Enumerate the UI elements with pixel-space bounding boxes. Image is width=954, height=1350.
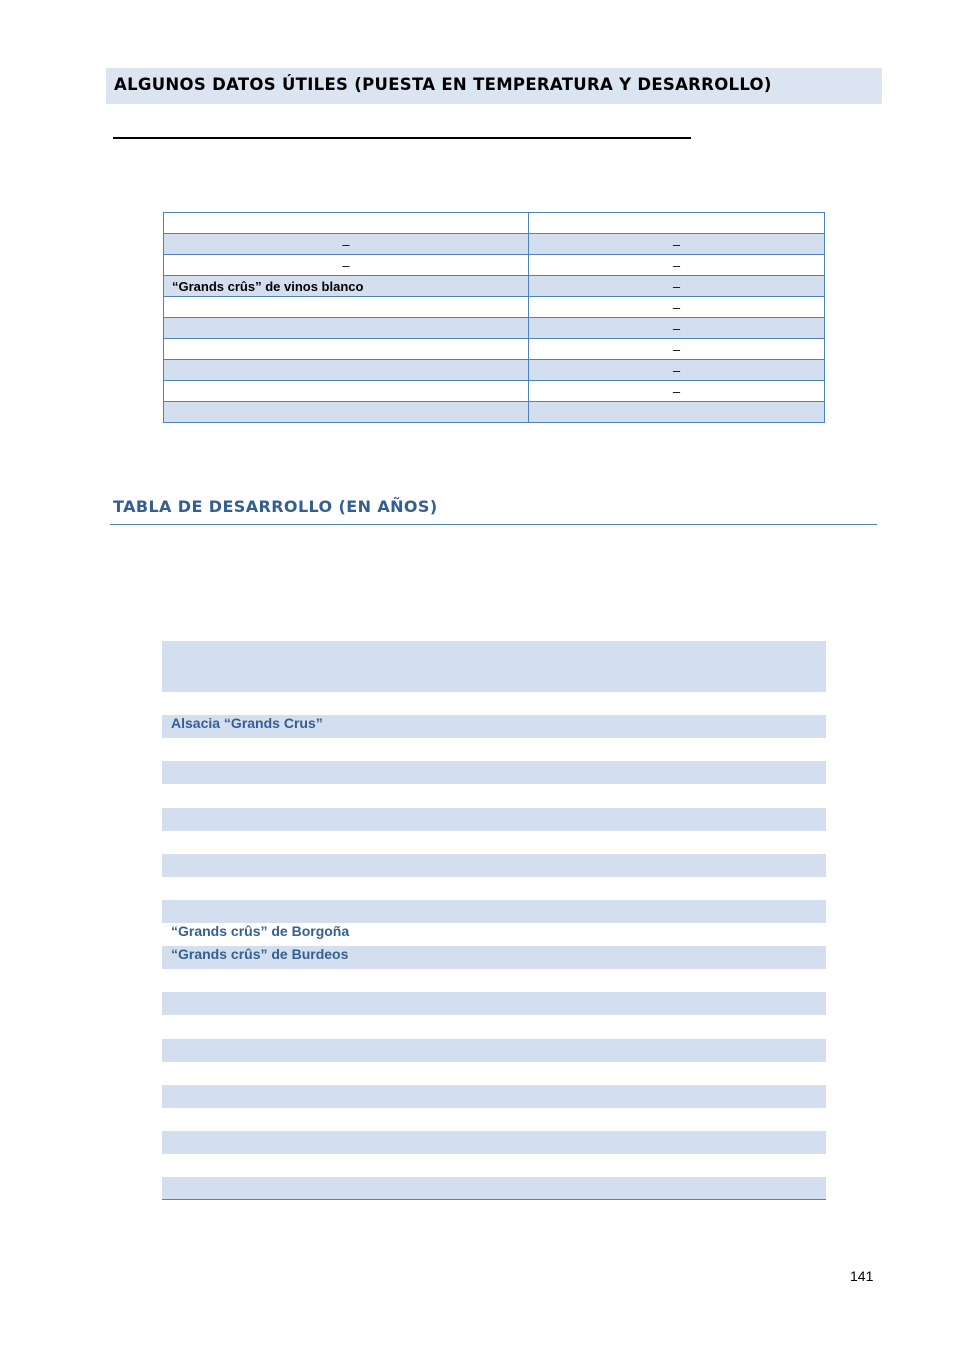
section-title: TABLA DE DESARROLLO (EN AÑOS) [113,497,438,516]
table-row [164,402,825,423]
table-row [164,339,825,360]
temperature-table [163,212,825,423]
table-cell-left [164,213,529,234]
table-row [162,692,826,715]
table-cell-left [164,402,529,423]
row-label: “Grands crûs” de Borgoña [171,923,350,939]
table-row [162,1015,826,1038]
development-table-header [162,641,826,692]
table-row [164,297,825,318]
section-divider [110,524,877,525]
row-label: “Grands crûs” de Burdeos [171,946,349,963]
table-cell-right: – [529,297,825,318]
table-row [162,784,826,807]
table-cell-right: – [529,255,825,276]
table-row [164,234,825,255]
table-cell-right [529,402,825,423]
table-row [162,946,826,969]
table-cell-left [164,318,529,339]
table-row [164,360,825,381]
table-row [162,900,826,923]
table-row [162,738,826,761]
table-cell-left [164,339,529,360]
table-row [162,1108,826,1131]
table-cell-left [164,360,529,381]
table-cell-left [164,381,529,402]
table-cell-left: “Grands crûs” de vinos blanco [164,276,529,297]
table-cell-left: – [164,234,529,255]
table-row [164,318,825,339]
table-row [162,831,826,854]
table-row [162,715,826,738]
table-row [162,761,826,784]
table-row [162,1085,826,1108]
table-row [164,276,825,297]
table-row [162,1039,826,1062]
table-cell-right: – [529,276,825,297]
underline-rule [113,137,691,139]
table-row [164,381,825,402]
table-row [164,255,825,276]
page-number: 141 [850,1268,874,1284]
table-row [162,808,826,831]
table-row [164,213,825,234]
table-row [162,992,826,1015]
table-row [162,969,826,992]
table-row [162,854,826,877]
table-cell-left: – [164,255,529,276]
table-cell-right: – [529,381,825,402]
table-cell-right: – [529,318,825,339]
page-title: ALGUNOS DATOS ÚTILES (PUESTA EN TEMPERATURA Y DESARROLLO) [114,75,772,94]
table-cell-right: – [529,339,825,360]
table-cell-left [164,297,529,318]
table-row [162,1062,826,1085]
table-cell-right: – [529,360,825,381]
table-row [162,1131,826,1154]
row-label: Alsacia “Grands Crus” [171,715,323,732]
table-row [162,877,826,900]
development-table [162,641,826,963]
table-row [162,923,826,946]
header-band [106,68,882,104]
table-cell-right [529,213,825,234]
table-row [162,1154,826,1177]
table-cell-right: – [529,234,825,255]
development-table-bottom-border [162,1199,826,1200]
table-row [162,1177,826,1200]
